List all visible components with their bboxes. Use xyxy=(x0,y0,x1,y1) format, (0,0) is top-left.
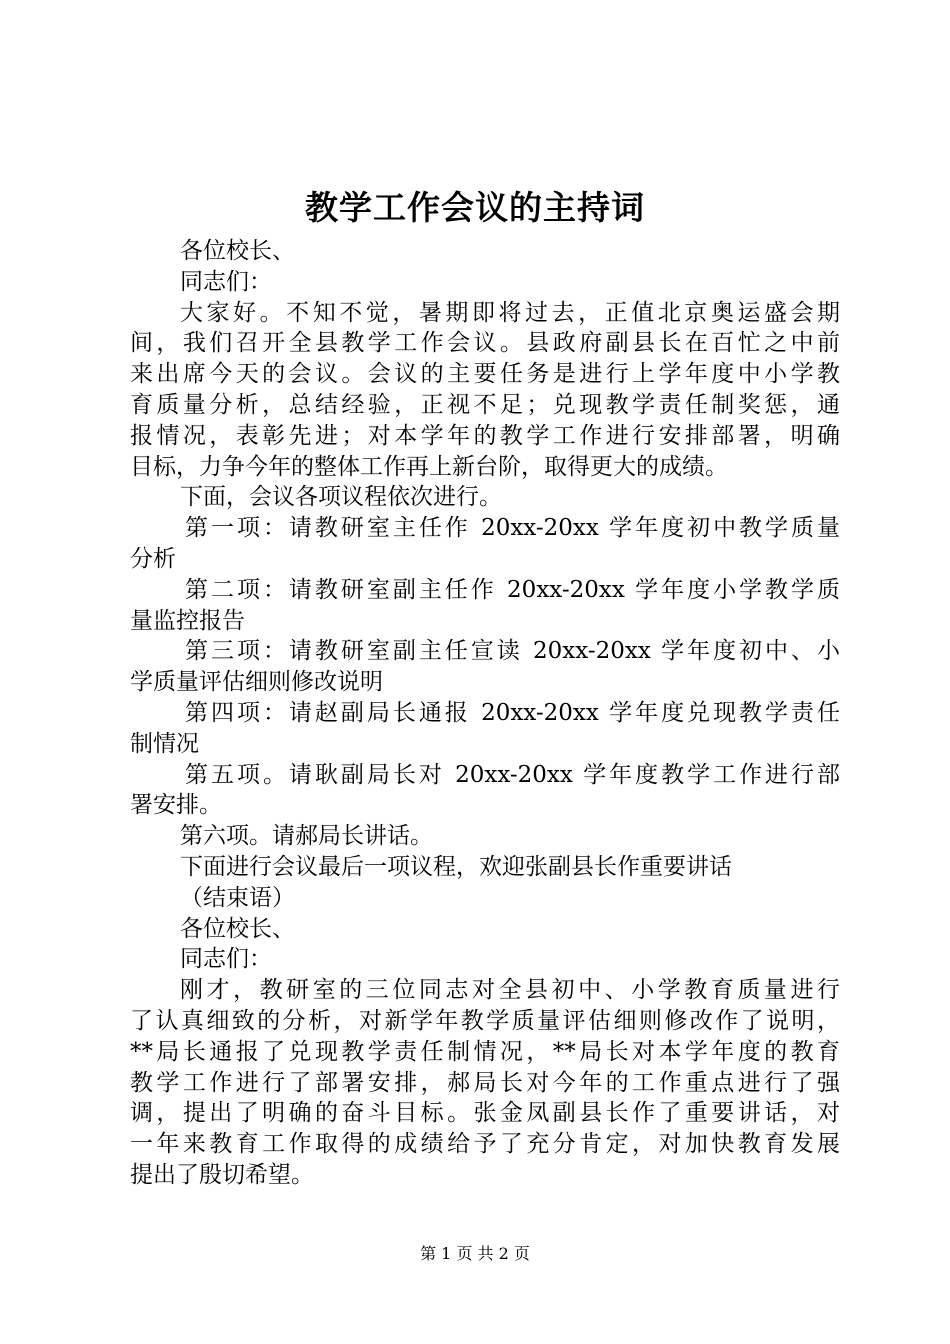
text-line: 了认真细致的分析，对新学年教学质量评估细则修改作了说明， xyxy=(130,1007,840,1034)
text-line: 下面进行会议最后一项议程，欢迎张副县长作重要讲话 xyxy=(180,853,732,880)
text-line: 一年来教育工作取得的成绩给予了充分肯定，对加快教育发展 xyxy=(130,1131,840,1158)
text-line: 第五项。请耿副局长对 20xx-20xx 学年度教学工作进行部 xyxy=(185,761,840,788)
text-line: 来出席今天的会议。会议的主要任务是进行上学年度中小学教 xyxy=(130,361,840,388)
text-line: 学质量评估细则修改说明 xyxy=(130,669,383,696)
text-line: 第四项：请赵副局长通报 20xx-20xx 学年度兑现教学责任 xyxy=(185,699,840,726)
text-line: 目标，力争今年的整体工作再上新台阶，取得更大的成绩。 xyxy=(130,453,728,480)
text-line: 制情况 xyxy=(130,730,199,757)
text-line: 下面，会议各项议程依次进行。 xyxy=(180,484,502,511)
text-line: 间，我们召开全县教学工作会议。县政府副县长在百忙之中前 xyxy=(130,330,840,357)
text-line: 各位校长、 xyxy=(180,238,295,264)
text-line: 同志们： xyxy=(180,946,272,973)
text-line: 第二项：请教研室副主任作 20xx-20xx 学年度小学教学质 xyxy=(185,576,840,603)
text-line: 第六项。请郝局长讲话。 xyxy=(180,823,433,850)
text-line: 育质量分析，总结经验，正视不足；兑现教学责任制奖惩，通 xyxy=(130,391,840,418)
text-line: 刚才，教研室的三位同志对全县初中、小学教育质量进行 xyxy=(180,977,840,1004)
text-line: （结束语） xyxy=(180,884,295,911)
document-body xyxy=(130,236,840,1191)
text-line: 教学工作进行了部署安排，郝局长对今年的工作重点进行了强 xyxy=(130,1069,840,1096)
text-line: 报情况，表彰先进；对本学年的教学工作进行安排部署，明确 xyxy=(130,422,840,449)
text-line: 各位校长、 xyxy=(180,915,295,942)
text-line: 量监控报告 xyxy=(130,607,245,634)
text-line: 调，提出了明确的奋斗目标。张金凤副县长作了重要讲话，对 xyxy=(130,1100,840,1127)
document-title: 教学工作会议的主持词 xyxy=(305,188,645,227)
text-line: 署安排。 xyxy=(130,792,222,819)
text-line: 大家好。不知不觉，暑期即将过去，正值北京奥运盛会期 xyxy=(180,299,840,326)
text-line: 第三项：请教研室副主任宣读 20xx-20xx 学年度初中、小 xyxy=(185,638,840,665)
page-footer: 第 1 页 共 2 页 xyxy=(420,1244,530,1263)
text-line: **局长通报了兑现教学责任制情况，**局长对本学年度的教育 xyxy=(130,1038,840,1065)
text-line: 同志们： xyxy=(180,268,272,295)
text-line: 第一项：请教研室主任作 20xx-20xx 学年度初中教学质量 xyxy=(185,515,840,542)
text-line: 分析 xyxy=(130,545,176,572)
text-line: 提出了殷切希望。 xyxy=(130,1161,314,1188)
